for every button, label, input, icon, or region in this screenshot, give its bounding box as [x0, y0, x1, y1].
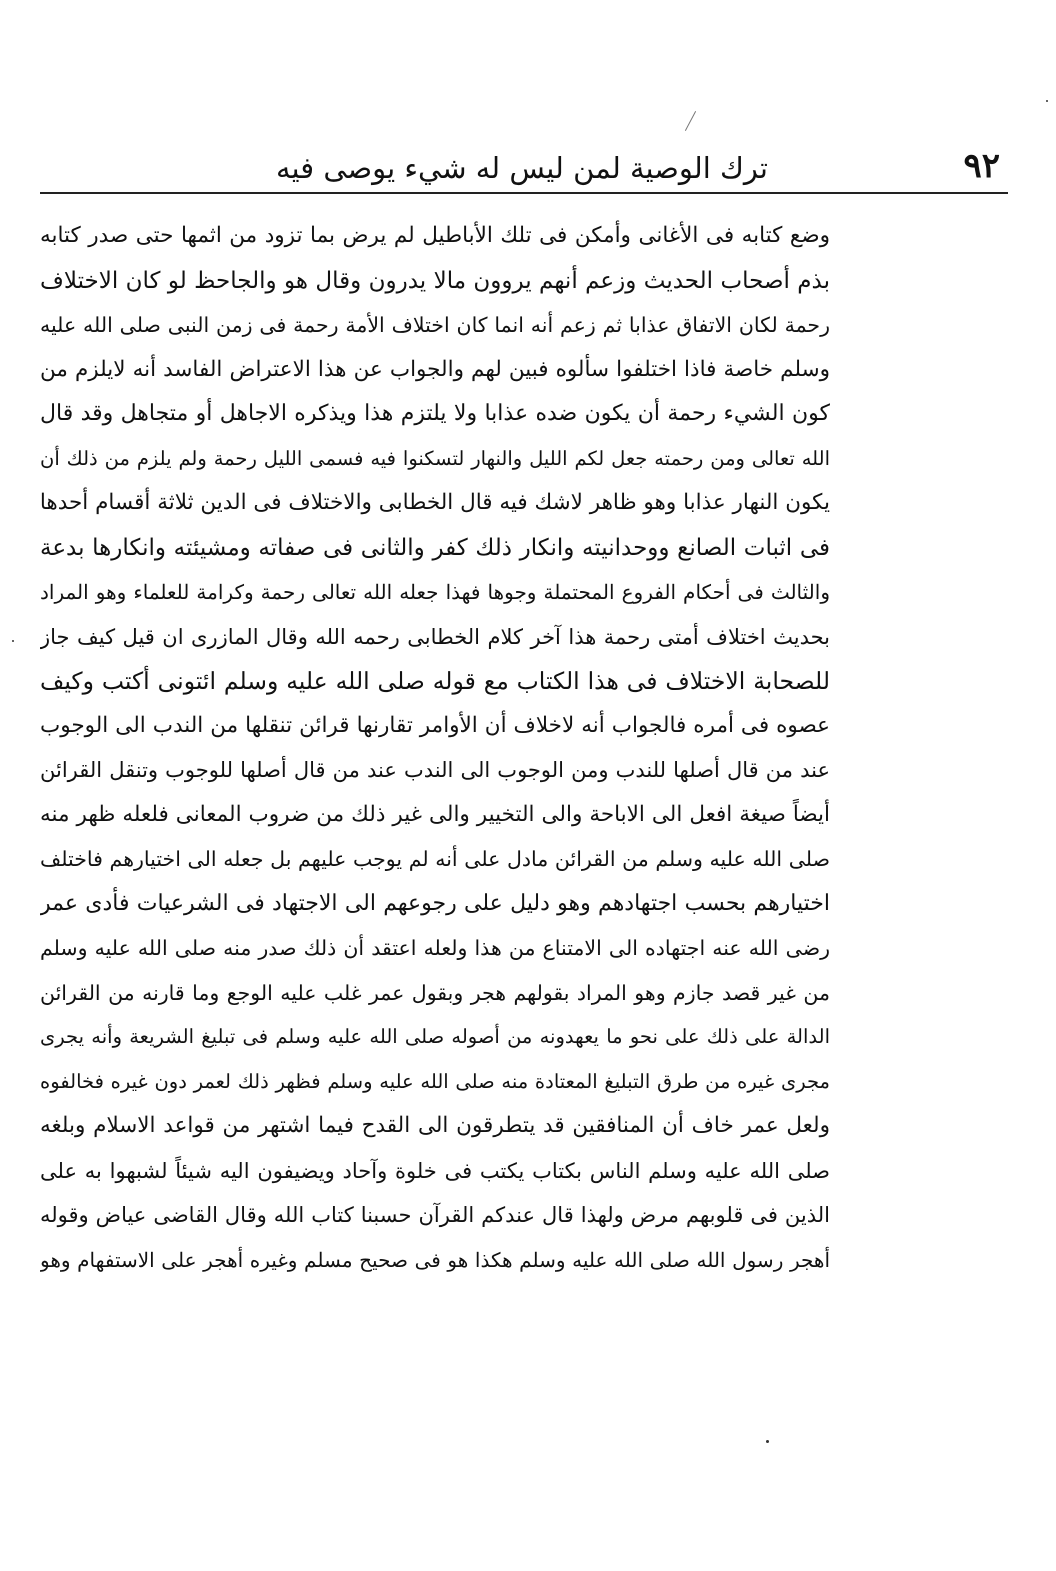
text-line: الذين فى قلوبهم مرض ولهذا قال عندكم القرآن حسبنا كتاب الله وقال القاضى عياض وقوله [40, 1203, 830, 1227]
text-line: فى اثبات الصانع ووحدانيته وانكار ذلك كفر والثانى فى صفاته ومشيئته وانكارها بدعة [40, 534, 830, 561]
text-line: مجرى غيره من طرق التبليغ المعتادة منه صلى الله عليه وسلم فظهر ذلك لعمر دون غيره فخالفوه [40, 1069, 830, 1093]
text-line: يكون النهار عذابا وهو ظاهر لاشك فيه قال الخطابى والاختلاف فى الدين ثلاثة أقسام أحدها [40, 490, 830, 515]
text-line: صلى الله عليه وسلم من القرائن مادل على أنه لم يوجب عليهم بل جعله الى اختيارهم فاختلف [40, 847, 830, 871]
text-line: عند من قال أصلها للندب ومن الوجوب الى الندب عند من قال أصلها للوجوب وتنقل القرائن [40, 758, 830, 782]
page-body [40, 214, 830, 1282]
text-line: أهجر رسول الله صلى الله عليه وسلم هكذا هو فى صحيح مسلم وغيره أهجر على الاستفهام وهو [40, 1247, 830, 1272]
header-divider [40, 192, 1008, 194]
text-line: الدالة على ذلك على نحو ما يعهدونه من أصوله صلى الله عليه وسلم فى تبليغ الشريعة وأنه يجرى [40, 1025, 830, 1048]
text-line: وسلم خاصة فاذا اختلفوا سألوه فبين لهم والجواب عن هذا الاعتراض الفاسد أنه لايلزم من [40, 356, 830, 382]
text-line: اختيارهم بحسب اجتهادهم وهو دليل على رجوعهم الى الاجتهاد فى الشرعيات فأدى عمر [40, 890, 830, 916]
page-number: ٩٢ [963, 146, 1000, 186]
pencil-mark [685, 111, 696, 131]
text-line: أيضاً صيغة افعل الى الاباحة والى التخيير والى غير ذلك من ضروب المعانى فلعله ظهر منه [40, 801, 830, 827]
running-title: ترك الوصية لمن ليس له شيء يوصى فيه [275, 151, 768, 185]
ink-speck [12, 640, 14, 642]
text-line: رضى الله عنه اجتهاده الى الامتناع من هذا ولعله اعتقد أن ذلك صدر منه صلى الله عليه وسلم [40, 936, 830, 960]
text-line: للصحابة الاختلاف فى هذا الكتاب مع قوله صلى الله عليه وسلم ائتونى أكتب وكيف [40, 667, 830, 695]
text-line: كون الشيء رحمة أن يكون ضده عذابا ولا يلتزم هذا ويذكره الاجاهل أو متجاهل وقد قال [40, 401, 830, 426]
text-line: عصوه فى أمره فالجواب أنه لاخلاف أن الأوامر تقارنها قرائن تنقلها من الندب الى الوجوب [40, 712, 830, 738]
text-line: والثالث فى أحكام الفروع المحتملة وجوها فهذا جعله الله تعالى رحمة وكرامة للعلماء وهو المراد [40, 580, 830, 604]
page-header [40, 140, 1008, 192]
ink-speck [766, 1440, 769, 1443]
text-line: الله تعالى ومن رحمته جعل لكم الليل والنهار لتسكنوا فيه فسمى الليل رحمة ولم يلزم من ذلك أن [40, 446, 830, 470]
ink-speck [1046, 100, 1048, 102]
text-line: ولعل عمر خاف أن المنافقين قد يتطرقون الى القدح فيما اشتهر من قواعد الاسلام وبلغه [40, 1113, 830, 1138]
text-line: بحديث اختلاف أمتى رحمة هذا آخر كلام الخطابى رحمه الله وقال المازرى ان قيل كيف جاز [40, 624, 830, 649]
text-line: وضع كتابه فى الأغانى وأمكن فى تلك الأباطيل لم يرض بما تزود من اثمها حتى صدر كتابه [40, 223, 830, 248]
text-line: صلى الله عليه وسلم الناس بكتاب يكتب فى خلوة وآحاد ويضيفون اليه شيئاً لشبهوا به على [40, 1158, 830, 1183]
text-line: بذم أصحاب الحديث وزعم أنهم يروون مالا يدرون وقال هو والجاحظ لو كان الاختلاف [40, 267, 830, 294]
text-line: رحمة لكان الاتفاق عذابا ثم زعم أنه انما كان اختلاف الأمة رحمة فى زمن النبى صلى الله عليه [40, 313, 830, 337]
text-line: من غير قصد جازم وهو المراد بقولهم هجر وبقول عمر غلب عليه الوجع وما قارنه من القرائن [40, 980, 830, 1005]
